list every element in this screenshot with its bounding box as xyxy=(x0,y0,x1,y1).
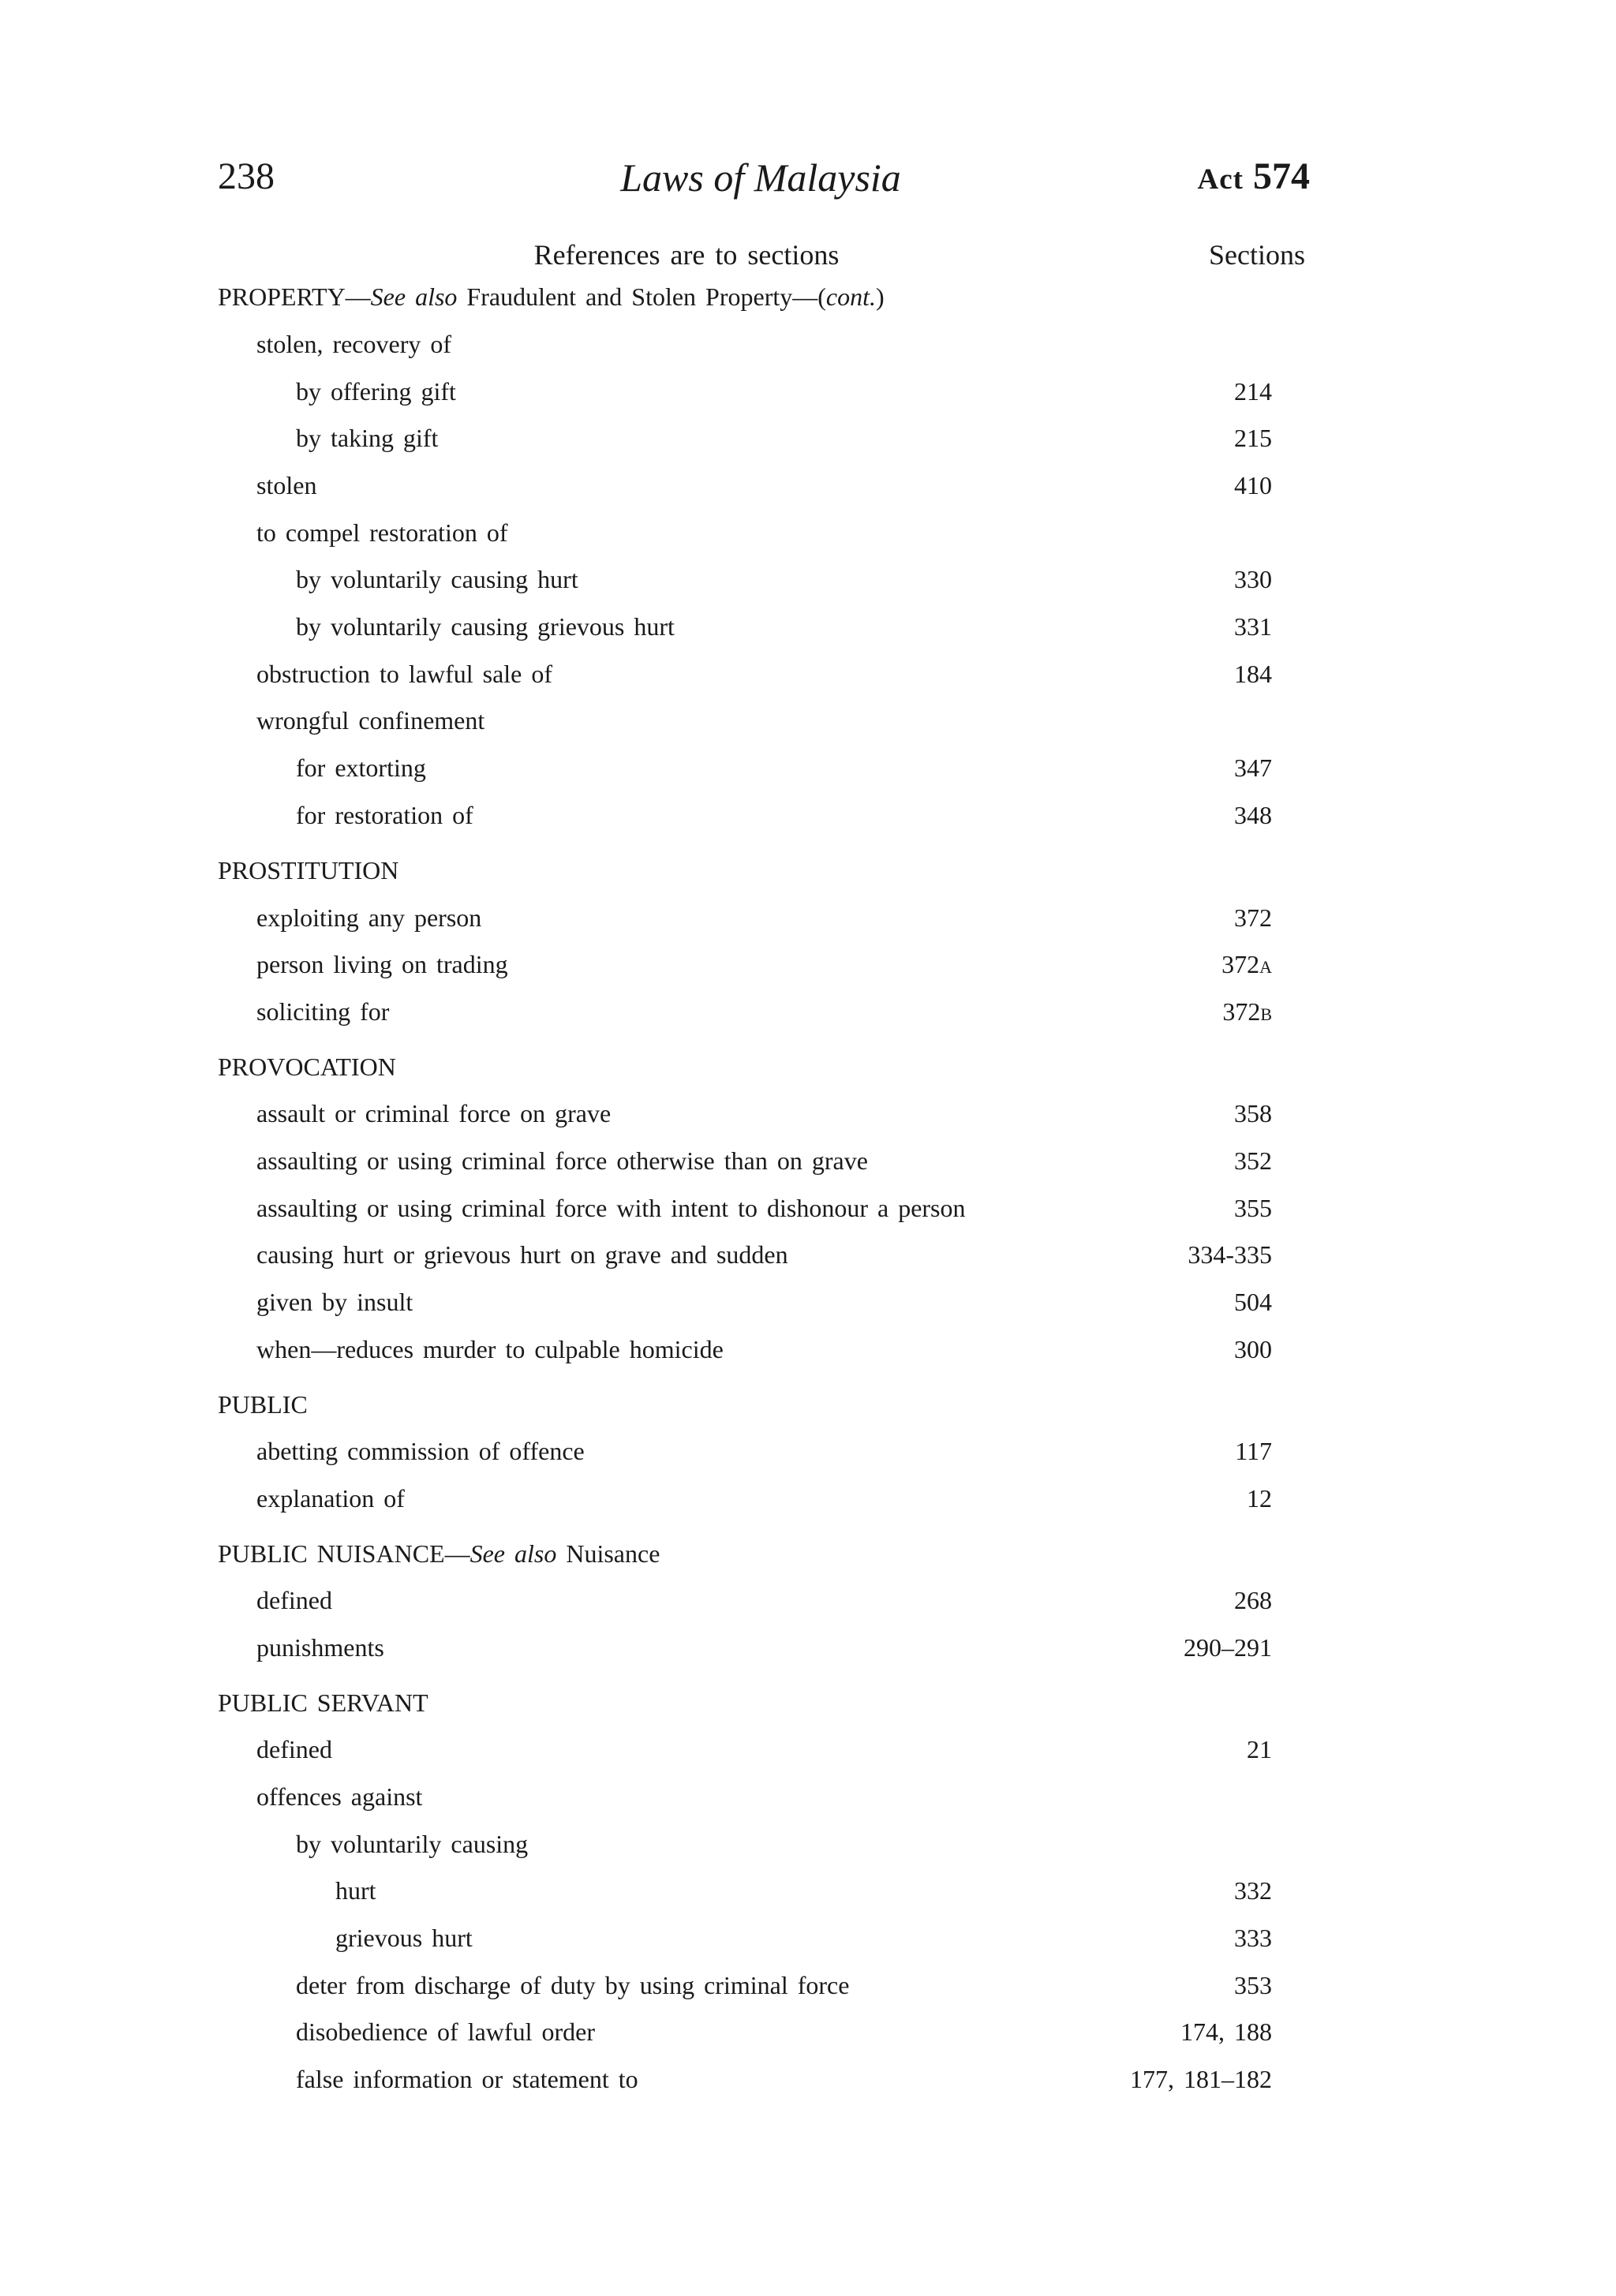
entry-label: defined xyxy=(256,1586,332,1614)
section-reference: 21 xyxy=(1247,1735,1272,1763)
entry-label: PROPERTY—See also Fraudulent and Stolen Property—(cont.) xyxy=(218,282,885,311)
index-entry xyxy=(0,1484,1616,1525)
index-entry xyxy=(0,660,1616,701)
section-reference: 372B xyxy=(1222,997,1272,1026)
section-reference: 372A xyxy=(1221,950,1272,978)
section-reference: 330 xyxy=(1234,565,1272,593)
index-entry xyxy=(0,1240,1616,1281)
entry-label: punishments xyxy=(256,1633,384,1662)
section-reference: 331 xyxy=(1234,612,1272,641)
entry-label: PROVOCATION xyxy=(218,1053,396,1081)
index-entry xyxy=(0,612,1616,653)
index-heading-prostitution xyxy=(0,856,1616,897)
entry-label: explanation of xyxy=(256,1484,405,1513)
entry-label: obstruction to lawful sale of xyxy=(256,660,553,688)
references-heading: References are to sections xyxy=(533,239,840,271)
index-entry xyxy=(0,2065,1616,2106)
entry-label: assaulting or using criminal force otherwise than on grave xyxy=(256,1146,868,1175)
section-reference: 174, 188 xyxy=(1180,2017,1272,2046)
index-entry xyxy=(0,424,1616,465)
entry-label: assault or criminal force on grave xyxy=(256,1099,612,1127)
index-entry xyxy=(0,518,1616,559)
sections-heading: Sections xyxy=(1209,239,1305,271)
section-reference: 177, 181–182 xyxy=(1130,2065,1272,2093)
section-reference: 214 xyxy=(1234,377,1272,406)
index-entry xyxy=(0,565,1616,606)
index-entry xyxy=(0,1830,1616,1871)
entry-label: by voluntarily causing xyxy=(296,1830,529,1858)
index-entry xyxy=(0,753,1616,795)
section-reference: 348 xyxy=(1234,801,1272,829)
section-reference: 358 xyxy=(1234,1099,1272,1127)
entry-label: abetting commission of offence xyxy=(256,1437,585,1465)
entry-label: defined xyxy=(256,1735,332,1763)
entry-label: to compel restoration of xyxy=(256,518,508,547)
index-entry xyxy=(0,903,1616,944)
index-entry xyxy=(0,1194,1616,1235)
index-heading-property xyxy=(0,282,1616,323)
section-reference: 352 xyxy=(1234,1146,1272,1175)
entry-label: for restoration of xyxy=(296,801,473,829)
entry-label: wrongful confinement xyxy=(256,706,485,735)
section-reference: 410 xyxy=(1234,471,1272,499)
index-entry xyxy=(0,471,1616,512)
entry-label: deter from discharge of duty by using criminal force xyxy=(296,1971,850,1999)
entry-label: PUBLIC NUISANCE—See also Nuisance xyxy=(218,1539,660,1568)
entry-label: exploiting any person xyxy=(256,903,482,932)
entry-label: given by insult xyxy=(256,1288,413,1316)
section-reference: 504 xyxy=(1234,1288,1272,1316)
index-entry xyxy=(0,1971,1616,2012)
entry-label: by taking gift xyxy=(296,424,439,452)
entry-label: PROSTITUTION xyxy=(218,856,399,884)
entry-label: assaulting or using criminal force with intent to dishonour a person xyxy=(256,1194,966,1222)
entry-label: causing hurt or grievous hurt on grave and sudden xyxy=(256,1240,788,1269)
index-entry xyxy=(0,1876,1616,1917)
entry-label: grievous hurt xyxy=(335,1924,473,1952)
index-entry xyxy=(0,801,1616,842)
section-reference: 332 xyxy=(1234,1876,1272,1905)
act-number: 574 xyxy=(1253,155,1310,197)
section-reference: 353 xyxy=(1234,1971,1272,1999)
section-reference: 300 xyxy=(1234,1335,1272,1363)
section-reference: 355 xyxy=(1234,1194,1272,1222)
act-word: Act xyxy=(1197,163,1244,196)
index-entry xyxy=(0,330,1616,371)
entry-label: by offering gift xyxy=(296,377,456,406)
entry-label: when—reduces murder to culpable homicide xyxy=(256,1335,724,1363)
entry-label: hurt xyxy=(335,1876,376,1905)
index-heading-public xyxy=(0,1390,1616,1431)
index-entry xyxy=(0,1586,1616,1627)
entry-label: by voluntarily causing grievous hurt xyxy=(296,612,675,641)
section-reference: 333 xyxy=(1234,1924,1272,1952)
section-reference: 347 xyxy=(1234,753,1272,782)
index-heading-provocation xyxy=(0,1053,1616,1094)
entry-label: soliciting for xyxy=(256,997,390,1026)
entry-label: stolen, recovery of xyxy=(256,330,452,358)
index-entry xyxy=(0,1924,1616,1965)
index-entry xyxy=(0,1099,1616,1140)
entry-label: PUBLIC xyxy=(218,1390,308,1419)
index-entry xyxy=(0,706,1616,747)
index-entry xyxy=(0,377,1616,418)
entry-label: by voluntarily causing hurt xyxy=(296,565,578,593)
index-entry xyxy=(0,950,1616,991)
section-reference: 117 xyxy=(1235,1437,1272,1465)
index-entry xyxy=(0,1335,1616,1376)
section-reference: 290–291 xyxy=(1184,1633,1272,1662)
page-number: 238 xyxy=(218,155,275,197)
index-entry xyxy=(0,997,1616,1038)
index-entry xyxy=(0,1782,1616,1823)
entry-label: person living on trading xyxy=(256,950,508,978)
section-reference: 268 xyxy=(1234,1586,1272,1614)
index-entry xyxy=(0,1437,1616,1478)
index-entry xyxy=(0,1633,1616,1674)
index-entry xyxy=(0,1146,1616,1187)
entry-label: for extorting xyxy=(296,753,426,782)
book-title: Laws of Malaysia xyxy=(620,155,901,200)
entry-label: false information or statement to xyxy=(296,2065,638,2093)
section-reference: 334-335 xyxy=(1188,1240,1272,1269)
index-heading-public-nuisance xyxy=(0,1539,1616,1580)
entry-label: stolen xyxy=(256,471,317,499)
section-reference: 184 xyxy=(1234,660,1272,688)
index-heading-public-servant xyxy=(0,1688,1616,1729)
index-entry xyxy=(0,2017,1616,2059)
entry-label: disobedience of lawful order xyxy=(296,2017,595,2046)
index-entry xyxy=(0,1735,1616,1776)
entry-label: offences against xyxy=(256,1782,423,1811)
section-reference: 12 xyxy=(1247,1484,1272,1513)
index-entry xyxy=(0,1288,1616,1329)
entry-label: PUBLIC SERVANT xyxy=(218,1688,428,1717)
section-reference: 372 xyxy=(1234,903,1272,932)
section-reference: 215 xyxy=(1234,424,1272,452)
